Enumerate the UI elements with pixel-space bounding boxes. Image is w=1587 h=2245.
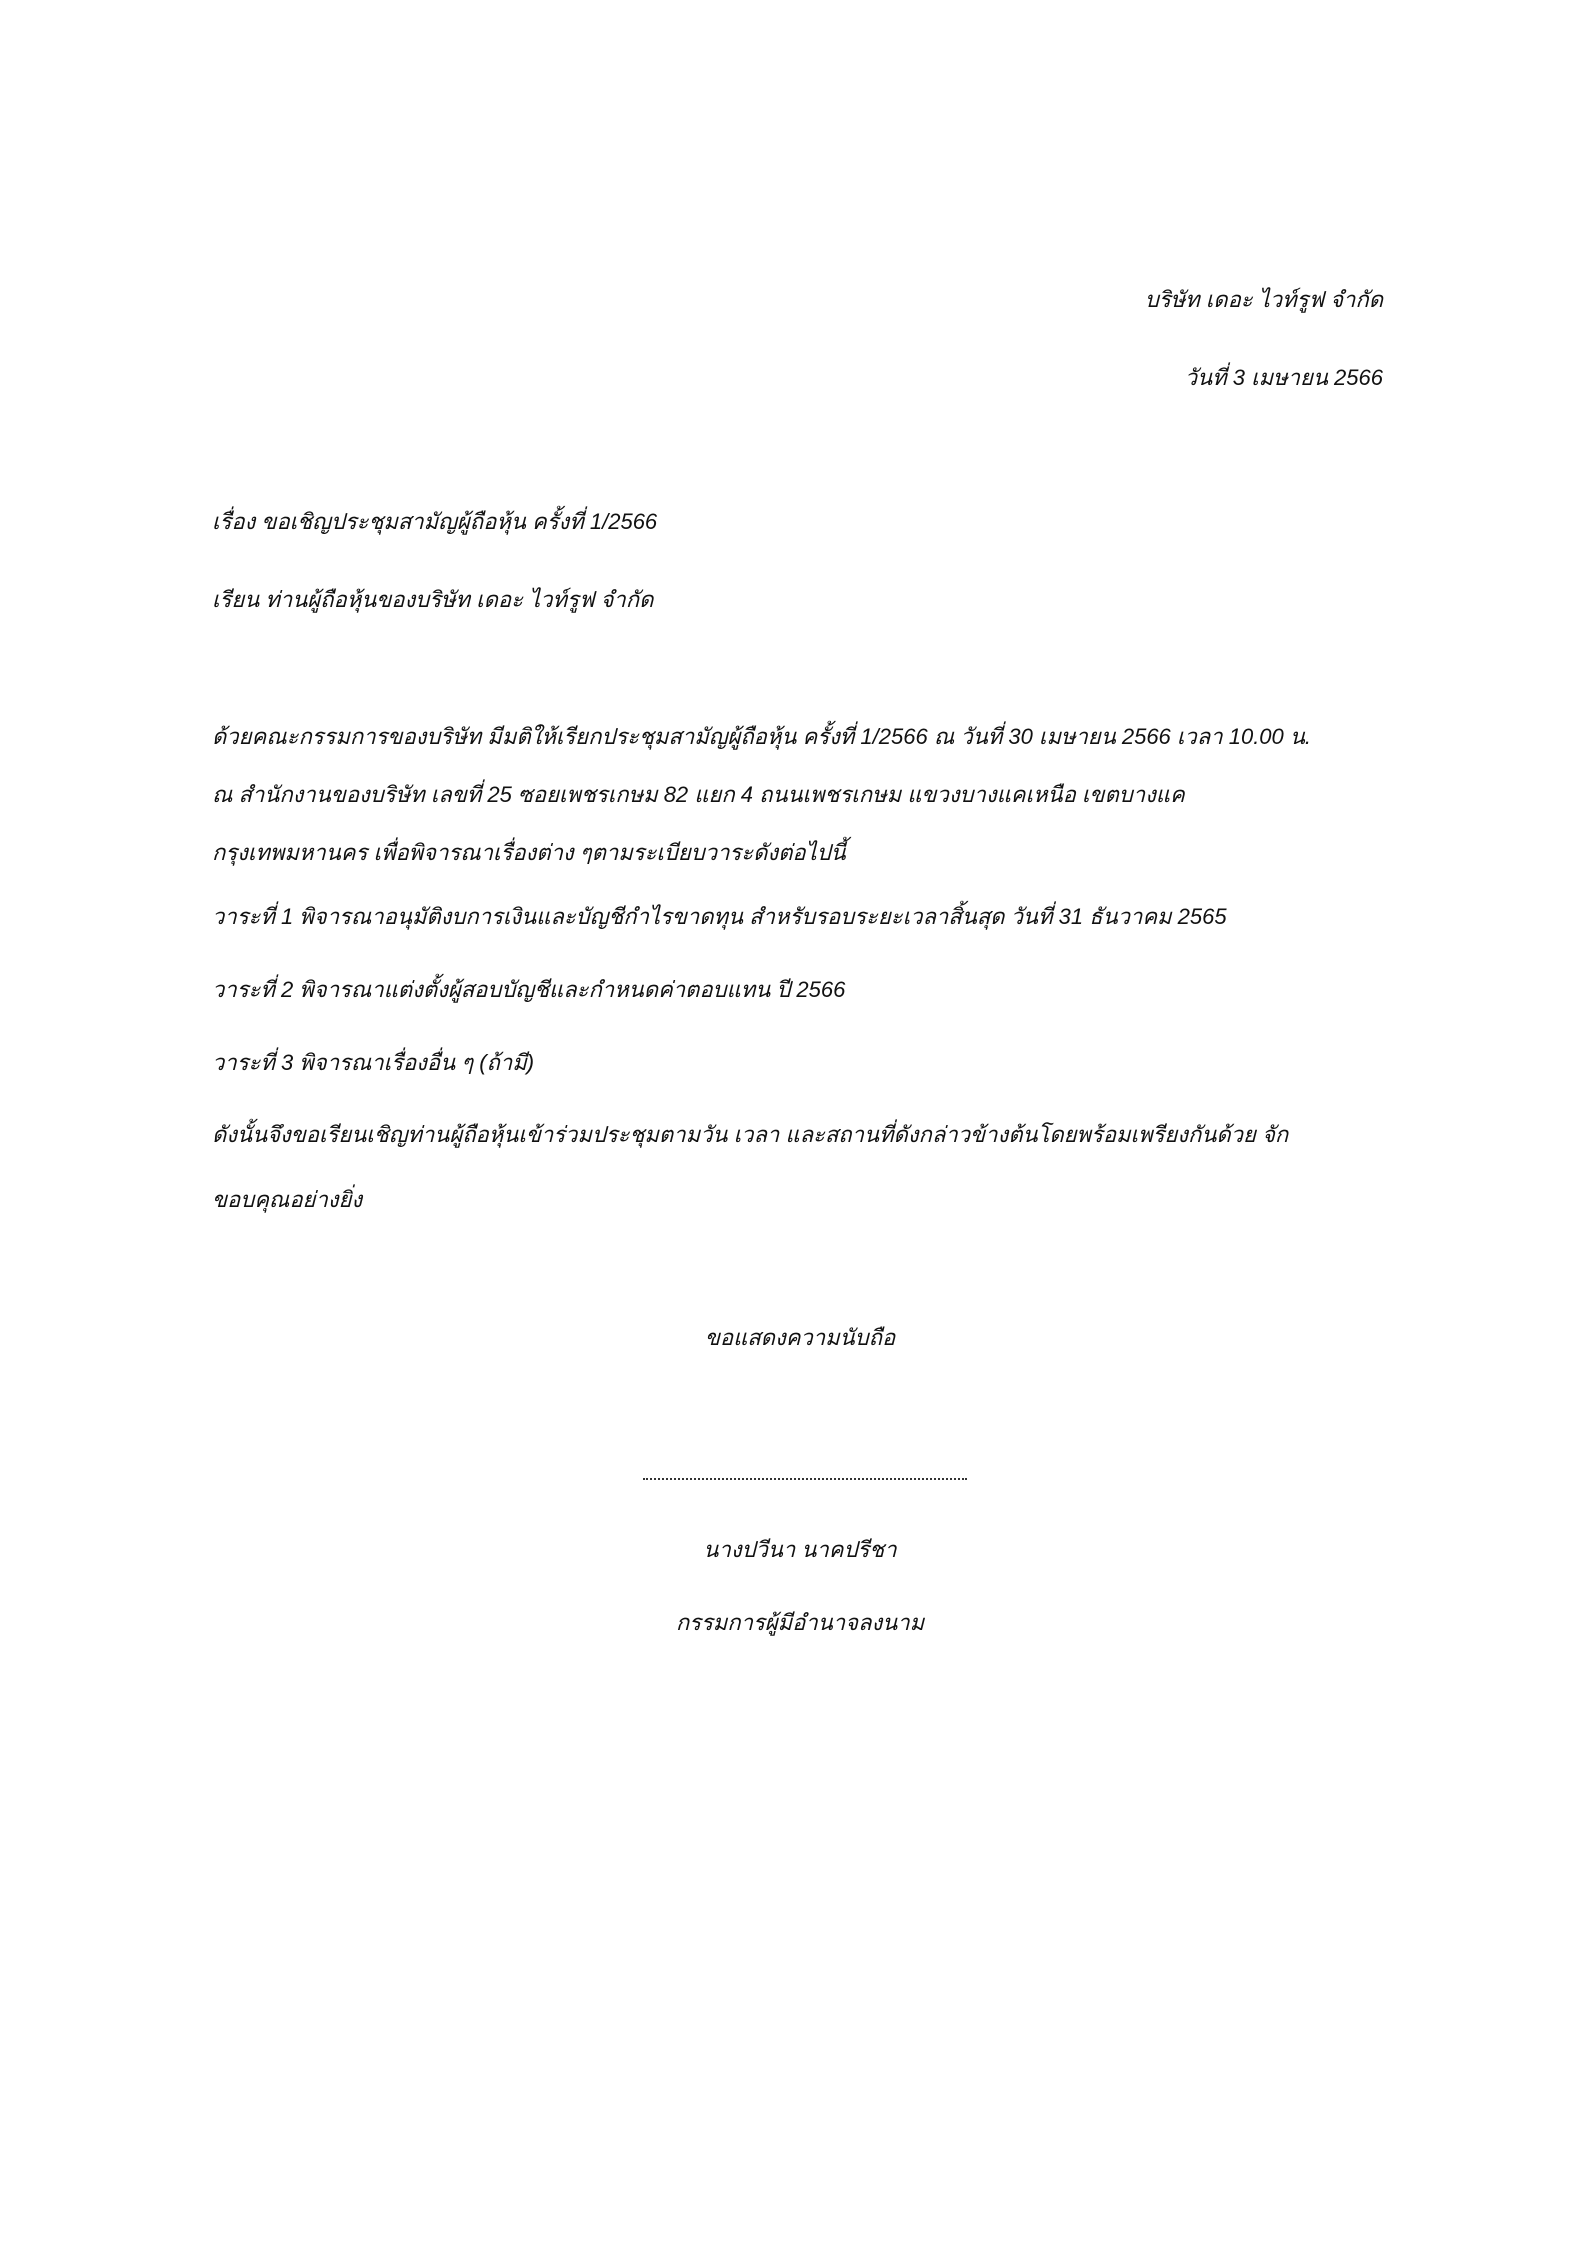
signer-name: นางปวีนา นาคปรีชา <box>703 1537 897 1562</box>
subject-line: เรื่อง ขอเชิญประชุมสามัญผู้ถือหุ้น ครั้งที่ 1/2566 <box>212 509 658 534</box>
agenda-item-1: วาระที่ 1 พิจารณาอนุมัติงบการเงินและบัญชีกำไรขาดทุน สำหรับรอบระยะเวลาสิ้นสุด วันที่ 31 ธันวาคม 2565 <box>212 904 1227 929</box>
recipient-line: เรียน ท่านผู้ถือหุ้นของบริษัท เดอะ ไวท์รูฟ จำกัด <box>212 587 654 612</box>
body-line: ณ สำนักงานของบริษัท เลขที่ 25 ซอยเพชรเกษม 82 แยก 4 ถนนเพชรเกษม แขวงบางแคเหนือ เขตบางแค <box>212 782 1185 807</box>
signer-title: กรรมการผู้มีอำนาจลงนาม <box>675 1610 925 1635</box>
letter-date: วันที่ 3 เมษายน 2566 <box>1184 365 1383 390</box>
signoff: ขอแสดงความนับถือ <box>704 1325 896 1350</box>
body-line: กรุงเทพมหานคร เพื่อพิจารณาเรื่องต่าง ๆตามระเบียบวาระดังต่อไปนี้ <box>212 840 846 865</box>
signature-line <box>643 1478 967 1480</box>
closing-line: ดังนั้นจึงขอเรียนเชิญท่านผู้ถือหุ้นเข้าร่วมประชุมตามวัน เวลา และสถานที่ดังกล่าวข้างต้นโดยพร้อมเพรียงกันด้วย จัก <box>212 1122 1289 1147</box>
company-name: บริษัท เดอะ ไวท์รูฟ จำกัด <box>1144 287 1383 312</box>
closing-line: ขอบคุณอย่างยิ่ง <box>212 1187 363 1212</box>
body-line: ด้วยคณะกรรมการของบริษัท มีมติให้เรียกประชุมสามัญผู้ถือหุ้น ครั้งที่ 1/2566 ณ วันที่ 30 เมษายน 2566 เวลา 10.00 น. <box>212 724 1312 749</box>
agenda-item-2: วาระที่ 2 พิจารณาแต่งตั้งผู้สอบบัญชีและกำหนดค่าตอบแทน ปี 2566 <box>212 977 846 1002</box>
closing-paragraph <box>212 1122 1412 1252</box>
body-paragraph <box>212 724 1412 898</box>
agenda-item-3: วาระที่ 3 พิจารณาเรื่องอื่น ๆ (ถ้ามี) <box>212 1050 535 1075</box>
